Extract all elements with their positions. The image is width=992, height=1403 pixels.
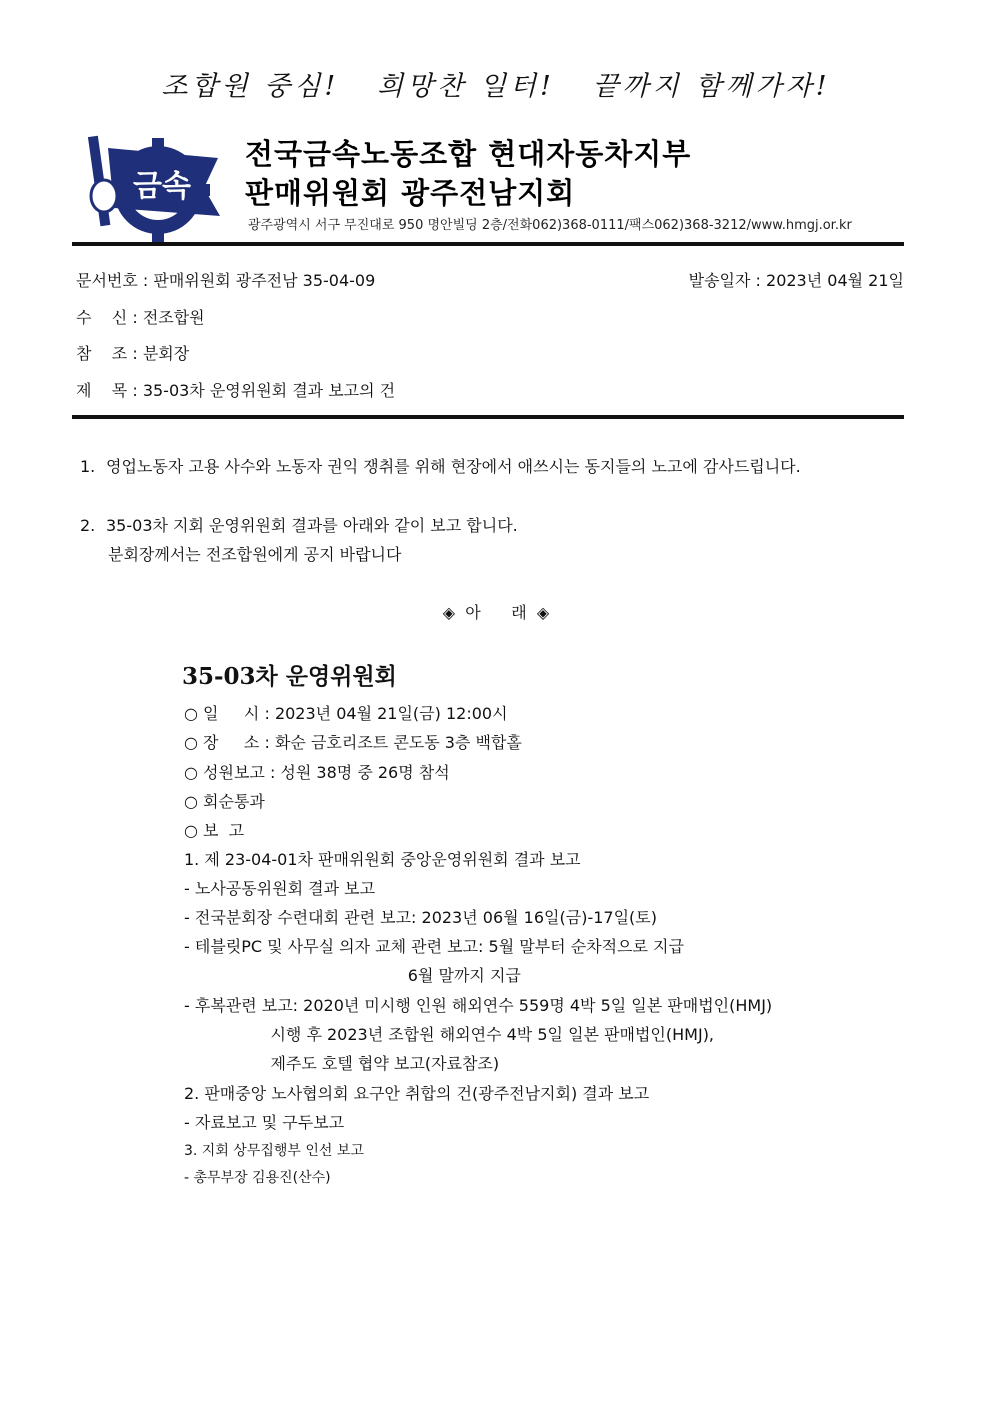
detail-report-heading: ○ 보 고 <box>184 821 245 840</box>
meta-rule <box>72 415 904 419</box>
paragraph-text-continued: 분회장께서는 전조합원에게 공지 바랍니다 <box>108 545 402 564</box>
report-subitem: - 전국분회장 수련대회 관련 보고: 2023년 06월 16일(금)-17일(토) <box>184 908 657 927</box>
report-subitem: - 테블릿PC 및 사무실 의자 교체 관련 보고: 5월 말부터 순차적으로 지급 <box>184 937 684 956</box>
report-item-2: 2. 판매중앙 노사협의회 요구안 취합의 건(광주전남지회) 결과 보고 <box>184 1084 650 1103</box>
send-date: 발송일자 : 2023년 04월 21일 <box>688 271 904 290</box>
report-subitem: - 총무부장 김용진(산수) <box>184 1170 331 1186</box>
body-paragraph-2 <box>80 511 914 569</box>
doc-number: 문서번호 : 판매위원회 광주전남 35-04-09 <box>76 271 376 290</box>
slogan: 조합원 중심! 희망찬 일터! 끝까지 함께가자! <box>161 71 831 102</box>
report-subitem-continued: 시행 후 2023년 조합원 해외연수 4박 5일 일본 판매법인(HMJ), <box>184 1025 715 1044</box>
paragraph-number: 2. <box>80 516 96 535</box>
paragraph-text: 영업노동자 고용 사수와 노동자 권익 쟁취를 위해 현장에서 애쓰시는 동지들의 노고에 감사드립니다. <box>106 457 801 476</box>
paragraph-number: 1. <box>80 457 96 476</box>
union-logo <box>86 130 226 242</box>
detail-quorum: ○ 성원보고 : 성원 38명 중 26명 참석 <box>184 763 450 782</box>
section-title: 35-03차 운영위원회 <box>182 663 397 690</box>
report-subitem-continued: 6월 말까지 지급 <box>184 966 521 985</box>
below-marker: ◈ 아 래 ◈ <box>442 603 550 622</box>
paragraph-text: 35-03차 지회 운영위원회 결과를 아래와 같이 보고 합니다. <box>106 516 518 535</box>
org-name-line2: 판매위원회 광주전남지회 <box>245 176 576 210</box>
detail-location: ○ 장 소 : 화순 금호리조트 콘도동 3층 백합홀 <box>184 733 522 752</box>
subject: 제 목 : 35-03차 운영위원회 결과 보고의 건 <box>76 381 396 400</box>
org-name-line1: 전국금속노동조합 현대자동차지부 <box>245 137 692 171</box>
org-address: 광주광역시 서구 무진대로 950 명안빌딩 2층/전화062)368-0111/팩스062)368-3212/www.hmgj.or.kr <box>248 218 852 233</box>
logo-text: 금속 <box>133 169 191 204</box>
report-item-1: 1. 제 23-04-01차 판매위원회 중앙운영위원회 결과 보고 <box>184 850 581 869</box>
report-subitem: - 자료보고 및 구두보고 <box>184 1113 345 1132</box>
reference: 참 조 : 분회장 <box>76 344 190 363</box>
body-paragraph-1 <box>80 452 914 481</box>
header-rule <box>72 242 904 246</box>
detail-datetime: ○ 일 시 : 2023년 04월 21일(금) 12:00시 <box>184 704 508 723</box>
report-item-3: 3. 지회 상무집행부 인선 보고 <box>184 1143 364 1159</box>
detail-agenda-pass: ○ 회순통과 <box>184 792 265 811</box>
recipient: 수 신 : 전조합원 <box>76 308 205 327</box>
report-subitem: - 후복관련 보고: 2020년 미시행 인원 해외연수 559명 4박 5일 일본 판매법인(HMJ) <box>184 996 773 1015</box>
report-subitem-continued: 제주도 호텔 협약 보고(자료참조) <box>184 1054 500 1073</box>
report-subitem: - 노사공동위원회 결과 보고 <box>184 879 376 898</box>
